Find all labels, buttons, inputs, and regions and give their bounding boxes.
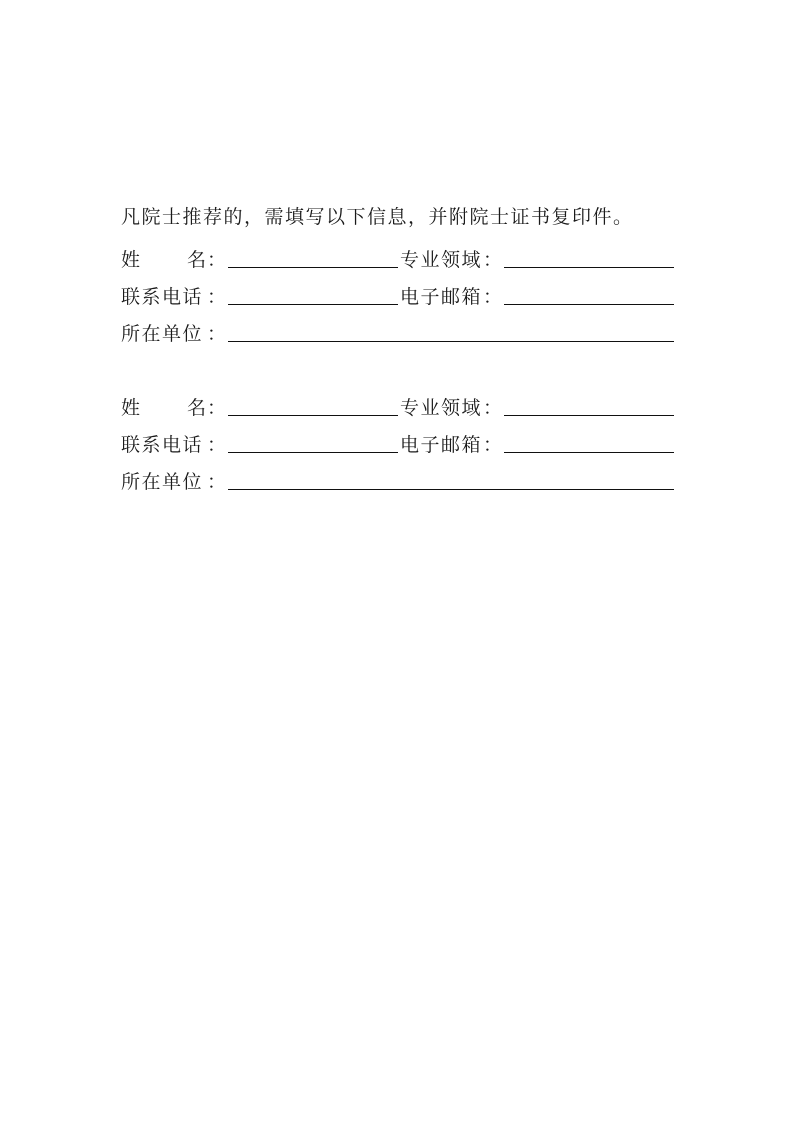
unit-label: 所在单位: [121, 471, 204, 493]
email-blank-line[interactable]: [504, 452, 674, 453]
field-blank-line[interactable]: [504, 415, 674, 416]
record-2-row-name-field: [121, 394, 681, 422]
unit-label-colon: ：: [207, 323, 227, 345]
record-2-row-unit: [121, 468, 681, 496]
email-label-colon: ：: [483, 286, 503, 308]
name-label-colon: ：: [207, 249, 227, 271]
field-blank-line[interactable]: [504, 267, 674, 268]
name-blank-line[interactable]: [228, 267, 398, 268]
name-label-first-char: 姓: [121, 397, 142, 419]
unit-blank-line[interactable]: [228, 341, 674, 342]
email-blank-line[interactable]: [504, 304, 674, 305]
email-label-colon: ：: [483, 434, 503, 456]
field-label: 专业领域: [400, 397, 483, 419]
record-1-row-unit: [121, 320, 681, 348]
phone-label-colon: ：: [207, 434, 227, 456]
name-label-second-char: 名: [187, 397, 208, 419]
field-label-colon: ：: [483, 249, 503, 271]
name-blank-line[interactable]: [228, 415, 398, 416]
name-label-first-char: 姓: [121, 249, 142, 271]
phone-label: 联系电话: [121, 286, 204, 308]
record-2-row-phone-email: [121, 431, 681, 459]
intro-instruction-text: 凡院士推荐的，需填写以下信息，并附院士证书复印件。: [121, 206, 634, 228]
email-label: 电子邮箱: [400, 286, 483, 308]
field-label-colon: ：: [483, 397, 503, 419]
phone-label: 联系电话: [121, 434, 204, 456]
field-label: 专业领域: [400, 249, 483, 271]
phone-blank-line[interactable]: [228, 452, 398, 453]
record-1-row-phone-email: [121, 283, 681, 311]
unit-blank-line[interactable]: [228, 489, 674, 490]
unit-label-colon: ：: [207, 471, 227, 493]
name-label-second-char: 名: [187, 249, 208, 271]
email-label: 电子邮箱: [400, 434, 483, 456]
unit-label: 所在单位: [121, 323, 204, 345]
phone-label-colon: ：: [207, 286, 227, 308]
record-1-row-name-field: [121, 246, 681, 274]
name-label-colon: ：: [207, 397, 227, 419]
phone-blank-line[interactable]: [228, 304, 398, 305]
